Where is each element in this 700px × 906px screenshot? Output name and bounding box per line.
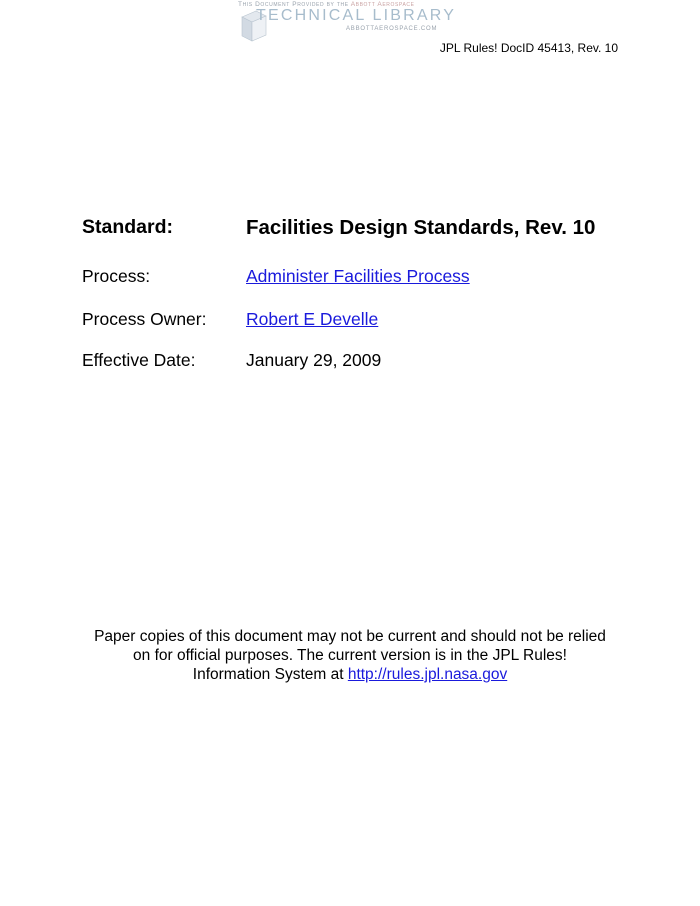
paper-copy-notice: [60, 627, 640, 684]
standard-label: Standard:: [82, 216, 174, 238]
stamp-title: TECHNICAL LIBRARY: [256, 7, 457, 24]
process-link[interactable]: Administer Facilities Process: [246, 266, 470, 286]
notice-line-2: on for official purposes. The current version is in the JPL Rules!: [133, 647, 567, 664]
process-label: Process:: [82, 266, 151, 286]
library-stamp: [236, 1, 457, 47]
stamp-prefix: This Document Provided by the: [238, 1, 349, 8]
owner-label: Process Owner:: [82, 309, 207, 329]
date-label: Effective Date:: [82, 350, 196, 370]
doc-id: JPL Rules! DocID 45413, Rev. 10: [439, 41, 618, 55]
stamp-brand: Abbott Aerospace: [350, 1, 415, 8]
notice-line-3: [60, 665, 640, 684]
notice-line-1: Paper copies of this document may not be current and should not be relied: [94, 628, 606, 645]
owner-link[interactable]: Robert E Develle: [246, 309, 379, 329]
standard-title: Facilities Design Standards, Rev. 10: [246, 216, 596, 239]
effective-date: January 29, 2009: [246, 350, 382, 370]
stamp-website: ABBOTTAEROSPACE.COM: [346, 26, 438, 32]
notice-line-3-prefix: Information System at: [192, 666, 348, 683]
rules-link[interactable]: http://rules.jpl.nasa.gov: [347, 666, 508, 683]
